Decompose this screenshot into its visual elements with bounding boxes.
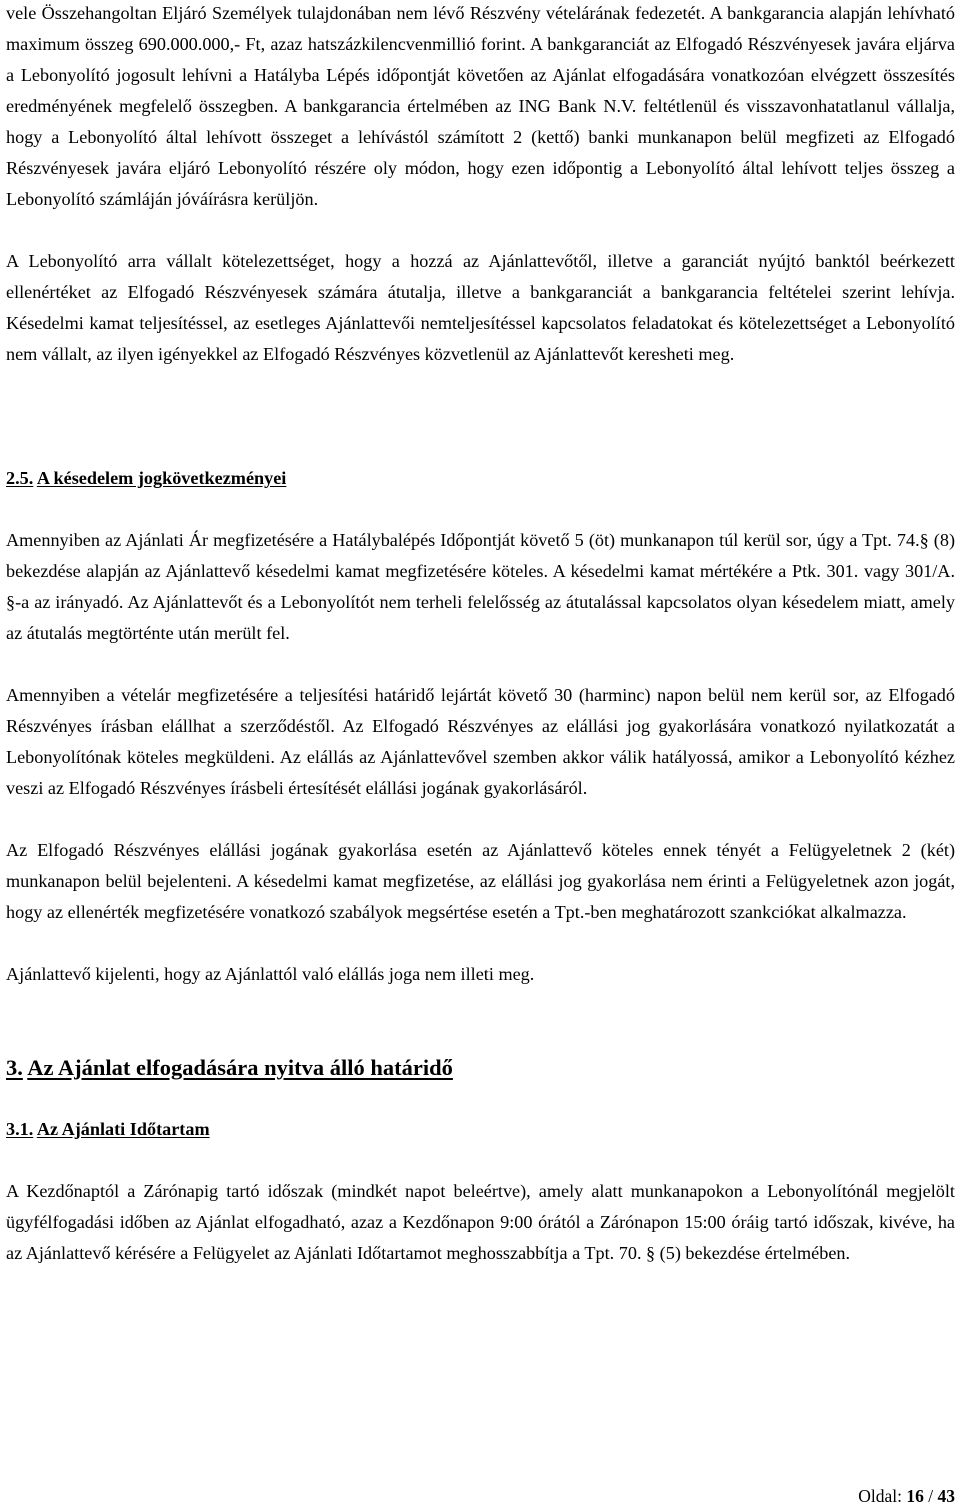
current-page-number: 16 [906, 1486, 924, 1506]
heading-2-5 [6, 463, 955, 494]
paragraph-bank-guarantee: vele Összehangoltan Eljáró Személyek tulajdonában nem lévő Részvény vételárának fedezetét. A bankgarancia alapján lehívható maximum összeg 690.000.000,- Ft, azaz hatszázkilencvenmillió forint. A bankgaranciát az Elfogadó Részvényesek javára eljárva a Lebonyolító jogosult lehívni a Hatályba Lépés időpontját követően az Ajánlat elfogadására vonatkozóan elvégzett összesítés eredményének megfelelő összegben. A bankgarancia értelmében az ING Bank N.V. feltétlenül és visszavonhatatlanul vállalja, hogy a Lebonyolító által lehívott összeget a lehívástól számított 2 (kettő) banki munkanapon belül megfizeti az Elfogadó Részvényesek javára eljáró Lebonyolító részére oly módon, hogy ezen időpontig a Lebonyolító által lehívott teljes összeg a Lebonyolító számláján jóváírásra kerüljön. [6, 3, 955, 209]
heading-3-number: 3. [6, 1055, 23, 1080]
heading-3 [6, 1052, 955, 1083]
paragraph-settlement-obligation: A Lebonyolító arra vállalt kötelezettséget, hogy a hozzá az Ajánlattevőtől, illetve a garanciát nyújtó banktól beérkezett ellenértéket az Elfogadó Részvényesek számára átutalja, illetve a bankgaranciát a bankgarancia feltételei szerint lehívja. Késedelmi kamat teljesítéssel, az esetleges Ajánlattevői nemteljesítéssel kapcsolatos feladatokat és kötelezettséget a Lebonyolító nem vállalt, az ilyen igényekkel az Elfogadó Részvényes közvetlenül az Ajánlattevőt keresheti meg. [6, 251, 955, 364]
page-label: Oldal: [858, 1486, 902, 1506]
page-separator: / [928, 1486, 934, 1506]
heading-3-title: Az Ajánlat elfogadására nyitva álló határidő [27, 1055, 453, 1080]
total-page-count: 43 [937, 1486, 955, 1506]
heading-3-1 [6, 1114, 955, 1145]
paragraph-late-payment: Amennyiben az Ajánlati Ár megfizetésére a Hatálybalépés Időpontját követő 5 (öt) munkanapon túl kerül sor, úgy a Tpt. 74.§ (8) bekezdése alapján az Ajánlattevő késedelmi kamat megfizetésére köteles. A késedelmi kamat mértékére a Ptk. 301. vagy 301/A. §-a az irányadó. Az Ajánlattevőt és a Lebonyolítót nem terheli felelősség az átutalással kapcsolatos olyan késedelem miatt, amely az átutalás megtörténte után merült fel. [6, 530, 955, 643]
heading-2-5-number: 2.5. [6, 468, 34, 488]
heading-3-1-title: Az Ajánlati Időtartam [36, 1119, 210, 1139]
paragraph-offeror-statement: Ajánlattevő kijelenti, hogy az Ajánlattól való elállás joga nem illeti meg. [6, 964, 535, 984]
heading-2-5-title: A késedelem jogkövetkezményei [36, 468, 287, 488]
page-number-footer [858, 1486, 955, 1506]
heading-3-1-number: 3.1. [6, 1119, 34, 1139]
paragraph-withdrawal-notice: Az Elfogadó Részvényes elállási jogának gyakorlása esetén az Ajánlattevő köteles ennek tényét a Felügyeletnek 2 (két) munkanapon belül bejelenteni. A késedelmi kamat megfizetése, az elállási jog gyakorlása nem érinti a Felügyeletnek azon jogát, hogy az ellenérték megfizetésére vonatkozó szabályok megsértése esetén a Tpt.-ben meghatározott szankciókat alkalmazza. [6, 840, 955, 922]
paragraph-withdrawal-right: Amennyiben a vételár megfizetésére a teljesítési határidő lejártát követő 30 (harminc) napon belül nem kerül sor, az Elfogadó Részvényes írásban elállhat a szerződéstől. Az Elfogadó Részvényes az elállási jog gyakorlására vonatkozó nyilatkozatát a Lebonyolítónak köteles megküldeni. Az elállás az Ajánlattevővel szemben akkor válik hatályossá, amikor a Lebonyolító kézhez veszi az Elfogadó Részvényes írásbeli értesítését elállási jogának gyakorlásáról. [6, 685, 955, 798]
paragraph-offer-period: A Kezdőnaptól a Zárónapig tartó időszak (mindkét napot beleértve), amely alatt munkanapokon a Lebonyolítónál megjelölt ügyfélfogadási időben az Ajánlat elfogadható, azaz a Kezdőnapon 9:00 órától a Zárónapon 15:00 óráig tartó időszak, kivéve, ha az Ajánlattevő kérésére a Felügyelet az Ajánlati Időtartamot meghosszabbítja a Tpt. 70. § (5) bekezdése értelmében. [6, 1181, 955, 1263]
document-page [6, 0, 955, 1269]
